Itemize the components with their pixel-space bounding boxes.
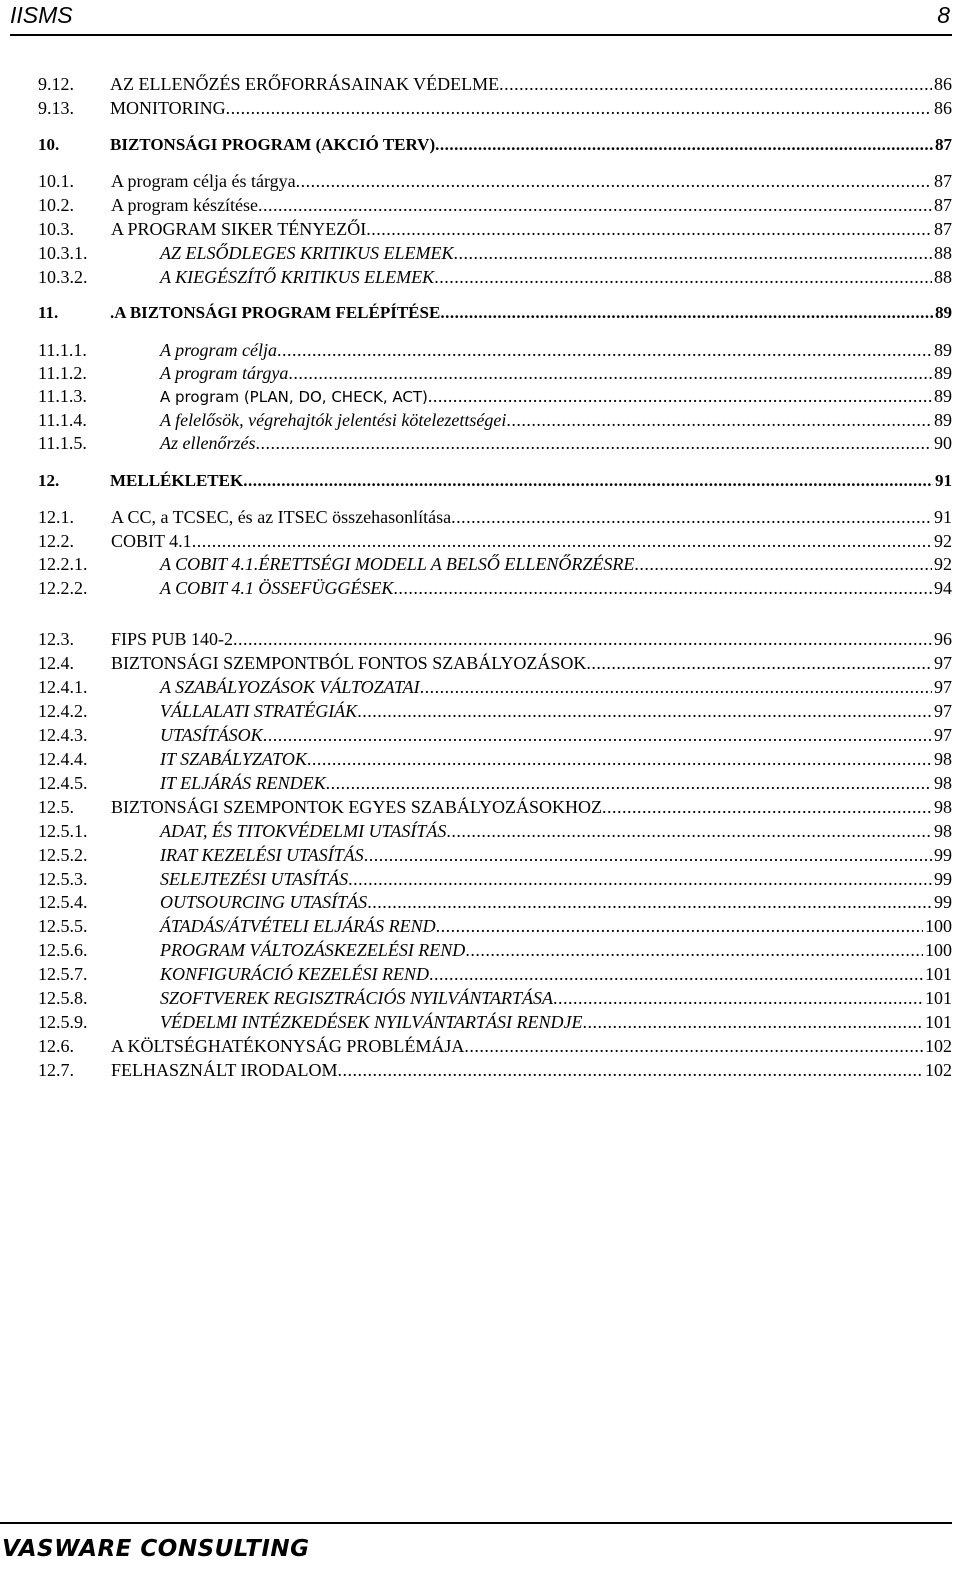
toc-leader [464, 1034, 923, 1058]
toc-label: VÉDELMI INTÉZKEDÉSEK NYILVÁNTARTÁSI RENDJE [160, 1012, 583, 1032]
toc-number: 12.5.3. [38, 869, 88, 889]
toc-page: 97 [934, 653, 952, 673]
toc-entry[interactable] [38, 552, 952, 576]
toc-entry[interactable] [38, 529, 952, 553]
toc-label: FELHASZNÁLT IRODALOM [111, 1060, 338, 1080]
toc-entry[interactable] [38, 408, 952, 432]
toc-page: 89 [934, 386, 952, 406]
toc-page: 99 [934, 869, 952, 889]
toc-label: A PROGRAM SIKER TÉNYEZŐI [111, 219, 367, 239]
toc-number: 12.4.4. [38, 749, 88, 769]
toc-leader [366, 217, 932, 241]
toc-leader [553, 986, 923, 1010]
toc-page: 94 [934, 578, 952, 598]
toc-leader [243, 469, 933, 493]
toc-leader [440, 301, 933, 325]
toc-page: 102 [925, 1060, 952, 1080]
toc-entry[interactable] [38, 795, 952, 819]
toc-label: KONFIGURÁCIÓ KEZELÉSI REND [160, 964, 429, 984]
toc-number: 12.2.2. [38, 578, 88, 598]
toc-page: 98 [934, 773, 952, 793]
toc-number: 11.1.1. [38, 340, 87, 360]
toc-leader [233, 627, 932, 651]
toc-page: 98 [934, 797, 952, 817]
toc-page: 87 [935, 135, 952, 154]
toc-leader [451, 505, 932, 529]
toc-entry[interactable] [38, 986, 952, 1010]
toc-leader [436, 914, 923, 938]
toc-number: 12.5.2. [38, 845, 88, 865]
toc-number: 12.5.6. [38, 940, 88, 960]
toc-entry[interactable] [38, 265, 952, 289]
toc-entry[interactable] [38, 1034, 952, 1058]
toc-page: 100 [925, 940, 952, 960]
toc-leader [583, 1010, 924, 1034]
footer-rule [0, 1522, 952, 1524]
toc-entry[interactable] [38, 96, 952, 120]
toc-label: A COBIT 4.1.ÉRETTSÉGI MODELL A BELSŐ ELLENŐRZÉSRE [160, 554, 635, 574]
toc-label: A program készítése [111, 195, 258, 215]
toc-leader [277, 338, 932, 362]
toc-leader [296, 169, 932, 193]
toc-number: 12. [38, 471, 60, 490]
toc-page: 86 [934, 98, 952, 118]
toc-page: 96 [934, 629, 952, 649]
toc-label: A SZABÁLYOZÁSOK VÁLTOZATAI [160, 677, 420, 697]
toc-entry[interactable] [38, 505, 952, 529]
toc-entry[interactable] [38, 169, 952, 193]
toc-label: IRAT KEZELÉSI UTASÍTÁS [160, 845, 364, 865]
toc-number: 9.13. [38, 98, 74, 118]
toc-entry[interactable] [38, 819, 952, 843]
toc-number: 12.4.1. [38, 677, 88, 697]
toc-leader [434, 265, 932, 289]
toc-number: 12.4.5. [38, 773, 88, 793]
toc-entry[interactable] [38, 469, 952, 493]
toc-label: BIZTONSÁGI PROGRAM (AKCIÓ TERV) [110, 135, 436, 154]
toc-number: 10.1. [38, 171, 74, 191]
toc-leader [393, 576, 932, 600]
toc-number: 12.5.1. [38, 821, 88, 841]
toc-number: 12.5. [38, 797, 74, 817]
document-title: IISMS [10, 2, 73, 28]
toc-leader [263, 723, 932, 747]
toc-number: 11. [38, 303, 59, 322]
toc-page: 97 [934, 677, 952, 697]
toc-number: 12.5.7. [38, 964, 88, 984]
toc-number: 12.1. [38, 507, 74, 527]
toc-number: 12.5.5. [38, 916, 88, 936]
toc-leader [367, 890, 932, 914]
toc-number: 10.3.2. [38, 267, 88, 287]
toc-entry[interactable] [38, 193, 952, 217]
toc-number: 12.2. [38, 531, 74, 551]
toc-label: AZ ELSŐDLEGES KRITIKUS ELEMEK [160, 243, 454, 263]
toc-label: A program (PLAN, DO, CHECK, ACT) [160, 388, 428, 406]
toc-number: 10.2. [38, 195, 74, 215]
toc-leader [465, 938, 923, 962]
toc-leader [258, 193, 932, 217]
toc-page: 97 [934, 701, 952, 721]
toc-leader [288, 361, 932, 385]
toc-label: SZOFTVEREK REGISZTRÁCIÓS NYILVÁNTARTÁSA [160, 988, 554, 1008]
toc-leader [435, 133, 933, 157]
toc-page: 89 [934, 410, 952, 430]
toc-leader [634, 552, 932, 576]
toc-entry[interactable] [38, 723, 952, 747]
toc-leader [255, 431, 932, 455]
toc-label: BIZTONSÁGI SZEMPONTBÓL FONTOS SZABÁLYOZÁSOK [111, 653, 587, 673]
toc-number: 11.1.3. [38, 386, 87, 406]
toc-label: A program célja és tárgya [111, 171, 296, 191]
toc-leader [326, 771, 932, 795]
page-number: 8 [937, 2, 950, 28]
toc-page: 88 [934, 243, 952, 263]
toc-leader [506, 408, 932, 432]
toc-label: IT SZABÁLYZATOK [160, 749, 307, 769]
toc-number: 12.3. [38, 629, 74, 649]
toc-page: 101 [925, 988, 952, 1008]
toc-number: 10.3. [38, 219, 74, 239]
toc-label: A KÖLTSÉGHATÉKONYSÁG PROBLÉMÁJA [111, 1036, 465, 1056]
toc-page: 100 [925, 916, 952, 936]
toc-label: .A BIZTONSÁGI PROGRAM FELÉPÍTÉSE [110, 303, 441, 322]
toc-page: 86 [934, 74, 952, 94]
toc-number: 11.1.4. [38, 410, 87, 430]
page-header [10, 0, 952, 36]
toc-page: 87 [934, 219, 952, 239]
company-brand: VASWARE CONSULTING [2, 1536, 310, 1562]
toc-entry[interactable] [38, 72, 952, 96]
toc-label: UTASÍTÁSOK [160, 725, 263, 745]
toc-leader [602, 795, 932, 819]
toc-page: 89 [934, 340, 952, 360]
toc-number: 12.7. [38, 1060, 74, 1080]
toc-page: 90 [934, 433, 952, 453]
toc-page: 101 [925, 964, 952, 984]
toc-entry[interactable] [38, 217, 952, 241]
toc-leader [338, 1058, 923, 1082]
toc-number: 12.4.3. [38, 725, 88, 745]
toc-number: 12.4. [38, 653, 74, 673]
page-footer [0, 1522, 960, 1569]
toc-entry[interactable] [38, 938, 952, 962]
toc-leader [429, 962, 923, 986]
toc-number: 12.5.9. [38, 1012, 88, 1032]
toc-label: FIPS PUB 140-2 [111, 629, 234, 649]
toc-entry[interactable] [38, 651, 952, 675]
toc-page: 99 [934, 845, 952, 865]
toc-label: BIZTONSÁGI SZEMPONTOK EGYES SZABÁLYOZÁSOKHOZ [111, 797, 603, 817]
toc-label: A COBIT 4.1 ÖSSEFÜGGÉSEK [160, 578, 394, 598]
toc-label: OUTSOURCING UTASÍTÁS [160, 892, 368, 912]
toc-leader [586, 651, 932, 675]
toc-label: A program célja [160, 340, 277, 360]
toc-number: 12.6. [38, 1036, 74, 1056]
toc-page: 91 [935, 471, 952, 490]
toc-leader [192, 529, 932, 553]
toc-label: A CC, a TCSEC, és az ITSEC összehasonlítása [111, 507, 452, 527]
toc-number: 11.1.2. [38, 363, 87, 383]
toc-leader [499, 72, 932, 96]
toc-entry[interactable] [38, 431, 952, 455]
toc-entry[interactable] [38, 747, 952, 771]
toc-entry[interactable] [38, 843, 952, 867]
toc-entry[interactable] [38, 338, 952, 362]
toc-page: 97 [934, 725, 952, 745]
toc-number: 10.3.1. [38, 243, 88, 263]
toc-page: 92 [934, 554, 952, 574]
toc-entry[interactable] [38, 1010, 952, 1034]
toc-entry[interactable] [38, 675, 952, 699]
toc-leader [446, 819, 932, 843]
toc-leader [226, 96, 932, 120]
toc-number: 12.4.2. [38, 701, 88, 721]
toc-page: 98 [934, 821, 952, 841]
toc-number: 10. [38, 135, 60, 154]
toc-label: A felelősök, végrehajtók jelentési kötelezettségei [160, 410, 507, 430]
toc-label: ÁTADÁS/ÁTVÉTELI ELJÁRÁS REND [160, 916, 436, 936]
toc-label: IT ELJÁRÁS RENDEK [160, 773, 326, 793]
toc-entry[interactable] [38, 627, 952, 651]
toc-leader [428, 384, 932, 408]
toc-label: AZ ELLENŐZÉS ERŐFORRÁSAINAK VÉDELME [110, 74, 500, 94]
toc-number: 12.5.4. [38, 892, 88, 912]
toc-entry[interactable] [38, 384, 952, 408]
toc-page: 88 [934, 267, 952, 287]
toc-label: Az ellenőrzés [160, 433, 256, 453]
toc-page: 101 [925, 1012, 952, 1032]
toc-page: 102 [925, 1036, 952, 1056]
toc-entry[interactable] [38, 133, 952, 157]
toc-entry[interactable] [38, 962, 952, 986]
toc-label: VÁLLALATI STRATÉGIÁK [160, 701, 358, 721]
toc-label: MONITORING [110, 98, 226, 118]
toc-label: ADAT, ÉS TITOKVÉDELMI UTASÍTÁS [160, 821, 447, 841]
toc-leader [364, 843, 932, 867]
toc-label: PROGRAM VÁLTOZÁSKEZELÉSI REND [160, 940, 466, 960]
toc-entry[interactable] [38, 576, 952, 600]
toc-page: 98 [934, 749, 952, 769]
toc-entry[interactable] [38, 301, 952, 325]
toc-leader [307, 747, 932, 771]
toc-number: 12.5.8. [38, 988, 88, 1008]
toc-page: 87 [934, 195, 952, 215]
toc-leader [454, 241, 932, 265]
toc-entry[interactable] [38, 699, 952, 723]
toc-label: A program tárgya [160, 363, 289, 383]
toc-number: 12.2.1. [38, 554, 88, 574]
toc-entry[interactable] [38, 771, 952, 795]
toc-number: 9.12. [38, 74, 74, 94]
toc-number: 11.1.5. [38, 433, 87, 453]
toc-label: SELEJTEZÉSI UTASÍTÁS [160, 869, 349, 889]
toc-label: A KIEGÉSZÍTŐ KRITIKUS ELEMEK [160, 267, 435, 287]
toc-label: MELLÉKLETEK [110, 471, 244, 490]
toc-entry[interactable] [38, 361, 952, 385]
toc-entry[interactable] [38, 1058, 952, 1082]
toc-page: 92 [934, 531, 952, 551]
toc-entry[interactable] [38, 867, 952, 891]
toc-entry[interactable] [38, 890, 952, 914]
toc-page: 89 [934, 363, 952, 383]
toc-page: 99 [934, 892, 952, 912]
toc-entry[interactable] [38, 241, 952, 265]
toc-leader [357, 699, 932, 723]
toc-entry[interactable] [38, 914, 952, 938]
toc-leader [348, 867, 932, 891]
toc-page: 87 [934, 171, 952, 191]
toc-leader [420, 675, 932, 699]
toc-label: COBIT 4.1 [111, 531, 192, 551]
toc-page: 91 [934, 507, 952, 527]
toc-page: 89 [935, 303, 952, 322]
